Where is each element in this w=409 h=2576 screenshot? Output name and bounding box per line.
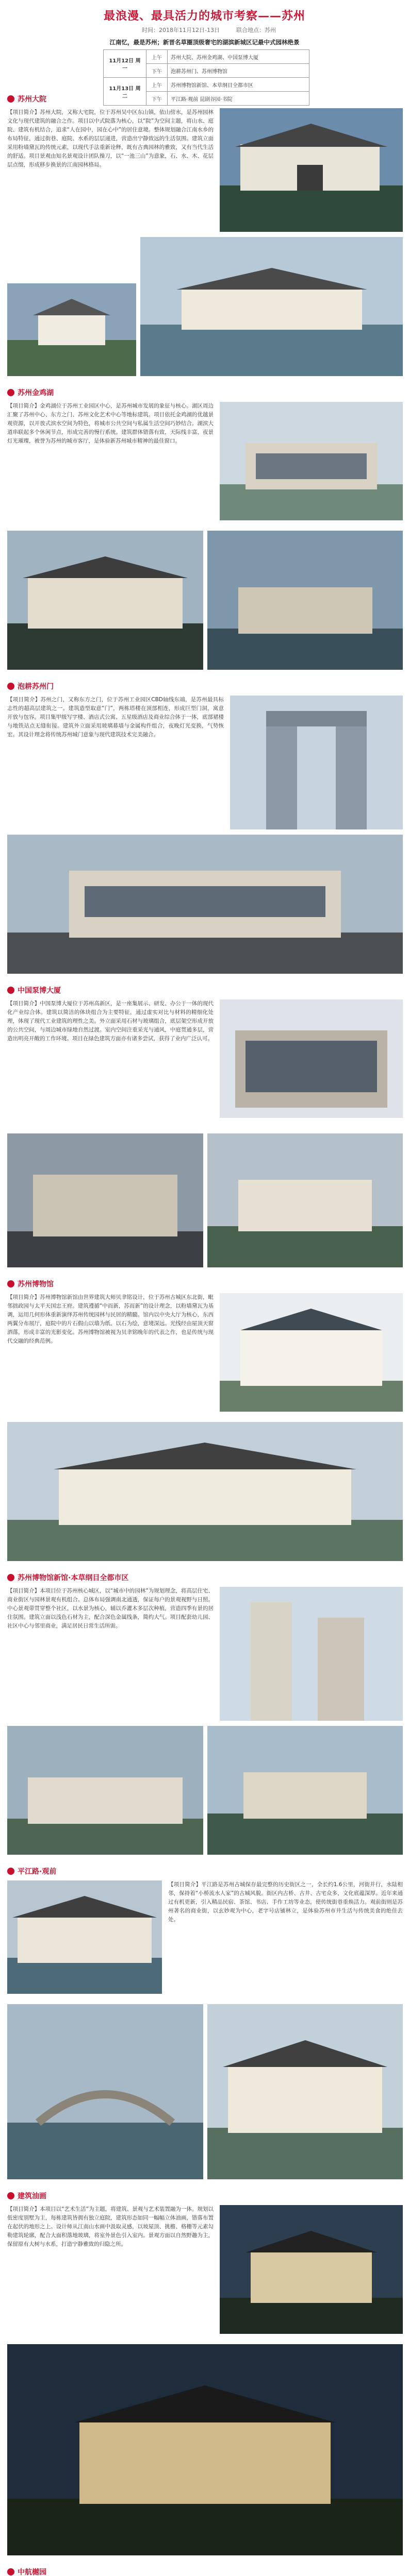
section-body: 【项目简介】本项目以“艺术生活”为主题，将建筑、景观与艺术装置融为一体。规划以低密度别墅为主，每栋建筑皆拥有独立庭院，建筑形态如同一幅幅立体油画，错落布置在起伏的地形之上。设计师从江南山水画中汲取灵感，以坡屋顶、挑檐、格栅等元素勾勒建筑轮廓，配合大面积落地玻璃，将室外景色引入室内。景观方面以自然野趣为主，保留原有大树与水系，打造宁静雅致的归隐之所。 bbox=[7, 2206, 214, 2247]
date-text: 时间：2018年11月12日-13日 bbox=[142, 27, 220, 33]
photo-community bbox=[7, 1726, 203, 1855]
date-line bbox=[0, 26, 409, 38]
section-jinji-lake bbox=[0, 386, 409, 675]
photo-pump-facade bbox=[220, 999, 403, 1118]
section-body: 【项目简介】平江路是苏州古城保存最完整的历史街区之一，全长约1.6公里，河街并行，水陆相邻，保持着“小桥流水人家”的古城风貌。街区内古桥、古井、古宅众多，文化底蕴深厚。近年来通过有机更新，引入精品民宿、茶馆、书店、手作工坊等业态，使传统街巷重焕活力。观前街则是苏州著名的商业街，以玄妙观为中心，老字号店铺林立，是体验苏州市井生活与传统美食的绝佳去处。 bbox=[168, 1882, 403, 1923]
schedule-slot: 上午 bbox=[146, 78, 168, 92]
photo-canal-street bbox=[7, 1880, 162, 1994]
schedule-row bbox=[104, 78, 309, 92]
schedule-day: 11月12日 周一 bbox=[104, 50, 146, 78]
bullet-icon bbox=[7, 1574, 14, 1581]
schedule-slot: 下午 bbox=[146, 64, 168, 78]
section-body: 【项目简介】本项目位于苏州核心城区，以“城市中的园林”为规划理念，将高层住宅、商业街区与园林景观有机组合。总体布局强调南北通透，保证每户的景观视野与日照。中心景观带贯穿整个社区，以水景为核心，辅以乔灌木多层次种植，营造四季有景的居住氛围。建筑立面以浅色石材为主，配合深色金属线条，简约大气。项目配套幼儿园、社区中心与邻里商业，满足居民日常生活所需。 bbox=[7, 1588, 214, 1629]
section-architecture-painting bbox=[0, 2190, 409, 2561]
section-title: 苏州金鸡湖 bbox=[18, 389, 54, 397]
photo-lake-view bbox=[140, 237, 403, 376]
schedule-content: 平江路·观前 昆剧谷园·书院 bbox=[168, 92, 309, 106]
report-header bbox=[0, 0, 409, 103]
section-title: 中国泵博大厦 bbox=[18, 987, 61, 995]
section-title: 苏州博物馆 bbox=[18, 1280, 54, 1289]
schedule-row bbox=[104, 50, 309, 64]
photo-courtyard bbox=[220, 108, 403, 232]
section-body: 【项目简介】苏州之门，又称东方之门，位于苏州工业园区CBD轴线东端，是苏州最具标志性的超高层建筑之一。建筑造型取意“门”，两栋塔楼在顶部相连，形成巨型门洞，寓意开放与包容。项目集甲级写字楼、酒店式公寓、五星级酒店及商业综合体于一体，底部裙楼与地铁站点无缝衔接。建筑外立面采用玻璃幕墙与金属构件组合，夜晚灯光变换，气势恢宏。其设计理念将传统苏州城门意象与现代建筑技术完美融合。 bbox=[7, 697, 224, 738]
bullet-icon bbox=[7, 95, 14, 103]
section-header bbox=[7, 1865, 56, 1877]
schedule-slot: 上午 bbox=[146, 50, 168, 64]
photo-waterfront bbox=[207, 531, 403, 670]
section-suzhou-dayuan bbox=[0, 93, 409, 381]
photo-landscape bbox=[207, 1726, 403, 1855]
schedule-content: 泡耕苏州门、苏州博物馆 bbox=[168, 64, 309, 78]
bullet-icon bbox=[7, 389, 14, 396]
bullet-icon bbox=[7, 2568, 14, 2575]
section-header bbox=[7, 2566, 46, 2576]
section-avic-yueyuan bbox=[0, 2566, 409, 2576]
photo-old-houses bbox=[207, 2004, 403, 2179]
section-body: 【项目简介】中国泵博大厦位于苏州高新区，是一座集展示、研发、办公于一体的现代化产业综合体。建筑以简洁的体块组合为主要特征，通过虚实对比与材料的精细化处理，体现了现代工业建筑的理性之美。外立面采用石材与玻璃组合，底层架空形成开放的公共空间，与周边城市绿地自然过渡。室内空间注重采光与通风，中庭贯通多层，营造出明亮开敞的工作环境。项目在绿色建筑方面亦有诸多尝试，获得了业内广泛认可。 bbox=[7, 1001, 214, 1042]
section-suzhou-gate bbox=[0, 680, 409, 979]
section-title: 泡耕苏州门 bbox=[18, 683, 54, 691]
photo-museum-exterior bbox=[220, 1293, 403, 1412]
photo-museum-garden bbox=[7, 1422, 403, 1561]
bullet-icon bbox=[7, 2192, 14, 2199]
section-pump-building bbox=[0, 984, 409, 1273]
section-body: 【项目简介】苏州大院，又称大宅院，位于苏州吴中区东山镇，依山傍水，是苏州园林文化与现代建筑的融合之作。项目以中式院落为核心，以“院”为空间主题，将山水、庭院、建筑有机结合，追求“人在园中，园在心中”的居住意境。整体规划融合江南水乡的布局特征，通过街巷、庭院、水系的层层递进，营造出宁静致远的生活氛围。建筑立面采用粉墙黛瓦的传统元素，以现代手法重新诠释，既有古典园林的雅致，又有当代生活的舒适。项目景观由知名景观设计团队操刀，以“一池三山”为意象，石、水、木、花层层点缀，形成移步换景的江南园林格局。 bbox=[7, 109, 214, 168]
photo-pump-courtyard bbox=[207, 1133, 403, 1267]
section-header bbox=[7, 1571, 128, 1584]
section-pingjiang bbox=[0, 1865, 409, 2184]
photo-gate-streetview bbox=[7, 835, 403, 974]
section-header bbox=[7, 386, 54, 399]
section-title: 苏州博物馆新馆·本草纲目全都市区 bbox=[18, 1574, 129, 1582]
bullet-icon bbox=[7, 987, 14, 994]
bullet-icon bbox=[7, 683, 14, 690]
section-title: 平江路·观前 bbox=[18, 1868, 57, 1876]
photo-garden bbox=[7, 283, 136, 376]
bullet-icon bbox=[7, 1280, 14, 1287]
section-header bbox=[7, 2190, 46, 2202]
section-body: 【项目简介】苏州博物馆新馆由世界建筑大师贝聿铭设计，位于苏州古城区东北街，毗邻拙政园与太平天国忠王府。建筑遵循“中而新，苏而新”的设计理念，以粉墙黛瓦为基调，运用几何形体重新演绎苏州传统园林与民居的精髓。馆内以中央大厅为核心，东西两翼分布展厅，庭院中的片石假山以墙为纸、以石为绘，意境深远。光线经由屋顶天窗洒落，形成丰富的光影变化。苏州博物馆被视为贝聿铭晚年的代表之作，也是传统与现代交融的经典范例。 bbox=[7, 1294, 214, 1344]
schedule-day: 11月13日 周二 bbox=[104, 78, 146, 106]
schedule-content: 苏州博物馆新馆、本草纲目全都市区 bbox=[168, 78, 309, 92]
photo-villa bbox=[220, 2205, 403, 2334]
section-body: 【项目简介】金鸡湖位于苏州工业园区中心，是苏州城市发展的象征与核心。湖区周边汇聚了苏州中心、东方之门、苏州文化艺术中心等地标建筑。项目依托金鸡湖的优越景观资源，以开放式滨水空间为特色，将城市公共空间与私属生活空间巧妙结合。湖滨大道串联起多个休闲节点，形成完善的慢行系统。建筑群体错落有致，天际线丰富，夜景灯光璀璨，被誉为苏州的城市客厅，是体验新苏州城市精神的最佳窗口。 bbox=[7, 403, 214, 444]
section-header bbox=[7, 1278, 54, 1290]
section-header bbox=[7, 93, 46, 105]
photo-lake-building bbox=[220, 402, 403, 520]
section-museum bbox=[0, 1278, 409, 1566]
location-text: 联合地点：苏州 bbox=[236, 27, 276, 33]
photo-ancient-bridge bbox=[7, 2004, 203, 2179]
photo-villa-night bbox=[7, 2344, 403, 2555]
bullet-icon bbox=[7, 1868, 14, 1875]
schedule-slot: 下午 bbox=[146, 92, 168, 106]
section-title: 中航樾园 bbox=[18, 2568, 46, 2576]
section-header bbox=[7, 680, 54, 692]
report-title: 最浪漫、最具活力的城市考察——苏州 bbox=[103, 10, 305, 23]
photo-highrise bbox=[220, 1587, 403, 1721]
section-header bbox=[7, 984, 61, 996]
photo-pump-entrance bbox=[7, 1133, 203, 1267]
photo-plaza bbox=[7, 531, 203, 670]
section-herbal-district bbox=[0, 1571, 409, 1860]
report-subtitle: 江南忆，最是苏州；新晋名草圈顶级奢宅的湖滨新城区记最中式园林绝景 bbox=[109, 39, 300, 46]
photo-gate-tower bbox=[230, 696, 403, 829]
section-title: 苏州大院 bbox=[18, 95, 46, 104]
schedule-content: 苏州大院、苏州金鸡湖、中国泵博大厦 bbox=[168, 50, 309, 64]
section-title: 建筑油画 bbox=[18, 2192, 46, 2200]
